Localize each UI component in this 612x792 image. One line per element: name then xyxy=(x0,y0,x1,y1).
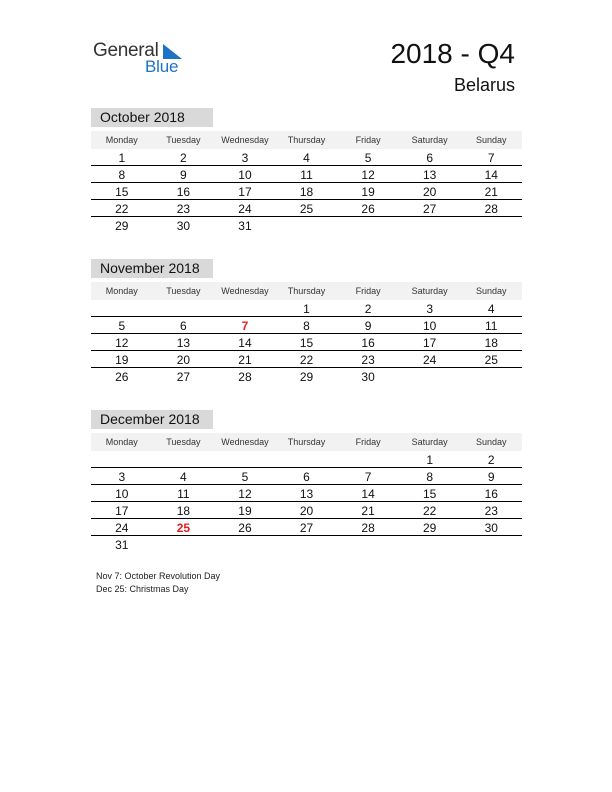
holiday-notes xyxy=(96,570,220,596)
weekday-label: Friday xyxy=(355,286,381,296)
day-cell: 23 xyxy=(361,353,375,367)
day-cell: 23 xyxy=(176,202,191,216)
weekday-label: Monday xyxy=(105,135,138,145)
day-cell: 17 xyxy=(115,504,129,518)
week-row xyxy=(91,334,522,351)
day-cell: 11 xyxy=(300,168,313,182)
weekday-label: Saturday xyxy=(411,286,448,296)
week-row xyxy=(91,485,522,502)
weekday-label: Tuesday xyxy=(166,286,201,296)
month-weeks xyxy=(91,149,522,233)
day-cell: 17 xyxy=(238,185,252,199)
day-cell: 14 xyxy=(484,168,498,182)
day-cell: 14 xyxy=(361,487,375,501)
country-name: Belarus xyxy=(453,75,515,95)
day-cell: 15 xyxy=(423,487,437,501)
day-cell: 12 xyxy=(238,487,252,501)
day-cell: 13 xyxy=(423,168,437,182)
day-cell: 6 xyxy=(426,151,434,165)
day-cell xyxy=(91,451,153,467)
day-cell: 2 xyxy=(364,302,372,316)
day-cell: 9 xyxy=(180,168,187,182)
day-cell: 10 xyxy=(423,319,437,333)
day-cell: 22 xyxy=(423,504,437,518)
weekday-label: Monday xyxy=(105,286,138,296)
day-cell: 4 xyxy=(180,470,187,484)
day-cell: 24 xyxy=(238,202,252,216)
day-cell: 26 xyxy=(238,521,252,535)
day-cell: 8 xyxy=(118,168,126,182)
month-weeks xyxy=(91,300,522,384)
day-cell: 11 xyxy=(177,487,190,501)
day-cell: 30 xyxy=(361,370,375,384)
day-cell: 4 xyxy=(303,151,310,165)
day-cell: 6 xyxy=(180,319,187,333)
day-cell: 15 xyxy=(115,185,129,199)
day-cell: 16 xyxy=(361,336,375,350)
holiday-note: Nov 7: October Revolution Day xyxy=(96,571,221,581)
day-cell xyxy=(214,451,276,467)
day-cell: 12 xyxy=(115,336,129,350)
day-cell xyxy=(337,536,399,552)
day-cell: 21 xyxy=(238,353,252,367)
day-cell: 18 xyxy=(484,336,498,350)
day-cell: 5 xyxy=(241,470,249,484)
week-row xyxy=(91,536,522,552)
week-row xyxy=(91,300,522,317)
weekday-label: Monday xyxy=(105,437,138,447)
day-cell: 23 xyxy=(484,504,498,518)
weekday-label: Saturday xyxy=(411,135,448,145)
page-title: 2018 - Q4 xyxy=(390,38,515,69)
day-cell xyxy=(214,536,276,552)
weekday-label: Wednesday xyxy=(221,135,269,145)
day-cell: 12 xyxy=(361,168,375,182)
weekday-label: Tuesday xyxy=(166,135,201,145)
day-cell: 5 xyxy=(364,151,372,165)
day-cell: 11 xyxy=(485,319,498,333)
day-cell: 5 xyxy=(118,319,126,333)
day-cell: 19 xyxy=(361,185,375,199)
day-cell: 27 xyxy=(176,370,191,384)
day-cell: 29 xyxy=(423,521,437,535)
day-cell: 6 xyxy=(303,470,310,484)
day-cell: 28 xyxy=(361,521,375,535)
week-row xyxy=(91,351,522,368)
month-label: October 2018 xyxy=(91,108,213,127)
day-cell: 25 xyxy=(299,202,314,216)
holiday-note: Dec 25: Christmas Day xyxy=(96,584,189,594)
weekday-label: Thursday xyxy=(287,437,326,447)
day-cell: 22 xyxy=(299,353,314,367)
month-december xyxy=(91,410,522,552)
day-cell: 8 xyxy=(303,319,310,333)
week-row xyxy=(91,149,522,166)
day-cell: 16 xyxy=(484,487,498,501)
week-row xyxy=(91,502,522,519)
day-cell xyxy=(460,368,522,384)
day-cell: 21 xyxy=(361,504,375,518)
month-november xyxy=(91,259,522,384)
day-cell xyxy=(460,217,522,233)
week-row xyxy=(91,519,522,536)
day-cell: 28 xyxy=(484,202,498,216)
weekday-label: Thursday xyxy=(287,135,326,145)
week-row xyxy=(91,368,522,384)
day-cell xyxy=(337,217,399,233)
weekday-header xyxy=(91,282,522,300)
week-row xyxy=(91,217,522,233)
day-cell xyxy=(276,536,338,552)
day-cell: 27 xyxy=(299,521,314,535)
day-cell xyxy=(399,217,461,233)
weekday-label: Saturday xyxy=(411,437,448,447)
day-cell: 8 xyxy=(426,470,434,484)
month-label: December 2018 xyxy=(91,410,213,429)
week-row xyxy=(91,451,522,468)
day-cell: 7 xyxy=(241,319,249,333)
day-cell xyxy=(91,300,153,316)
day-cell: 18 xyxy=(176,504,191,518)
day-cell xyxy=(460,536,522,552)
day-cell: 1 xyxy=(303,302,310,316)
month-weeks xyxy=(91,451,522,552)
month-october xyxy=(91,108,522,233)
day-cell: 26 xyxy=(115,370,129,384)
weekday-label: Friday xyxy=(355,437,381,447)
day-cell: 7 xyxy=(364,470,372,484)
day-cell xyxy=(399,536,461,552)
week-row xyxy=(91,468,522,485)
day-cell xyxy=(276,217,338,233)
week-row xyxy=(91,166,522,183)
day-cell: 2 xyxy=(487,453,495,467)
month-label: November 2018 xyxy=(91,259,213,278)
day-cell: 13 xyxy=(176,336,191,350)
day-cell: 25 xyxy=(176,521,191,535)
day-cell: 24 xyxy=(115,521,129,535)
day-cell xyxy=(276,451,338,467)
day-cell: 22 xyxy=(115,202,129,216)
day-cell xyxy=(337,451,399,467)
day-cell: 16 xyxy=(176,185,191,199)
day-cell: 17 xyxy=(423,336,437,350)
day-cell: 20 xyxy=(423,185,437,199)
day-cell: 28 xyxy=(238,370,252,384)
weekday-label: Thursday xyxy=(287,286,326,296)
day-cell: 29 xyxy=(115,219,129,233)
weekday-header xyxy=(91,131,522,149)
day-cell xyxy=(153,536,215,552)
day-cell: 30 xyxy=(484,521,498,535)
weekday-label: Friday xyxy=(355,135,381,145)
day-cell: 19 xyxy=(115,353,129,367)
day-cell xyxy=(214,300,276,316)
day-cell: 10 xyxy=(238,168,252,182)
week-row xyxy=(91,183,522,200)
weekday-label: Sunday xyxy=(475,437,507,447)
weekday-label: Tuesday xyxy=(166,437,201,447)
day-cell: 29 xyxy=(299,370,314,384)
logo-word-general: General xyxy=(93,40,159,61)
day-cell: 21 xyxy=(484,185,498,199)
generalblue-logo xyxy=(93,40,193,80)
day-cell: 15 xyxy=(299,336,314,350)
day-cell: 31 xyxy=(238,219,252,233)
day-cell: 9 xyxy=(487,470,495,484)
day-cell: 3 xyxy=(426,302,434,316)
day-cell: 1 xyxy=(426,453,434,467)
day-cell: 25 xyxy=(484,353,498,367)
day-cell: 24 xyxy=(423,353,437,367)
day-cell xyxy=(153,300,215,316)
week-row xyxy=(91,317,522,334)
day-cell: 31 xyxy=(115,538,129,552)
day-cell: 10 xyxy=(115,487,129,501)
day-cell: 3 xyxy=(241,151,249,165)
day-cell: 27 xyxy=(423,202,437,216)
day-cell: 2 xyxy=(180,151,187,165)
weekday-label: Wednesday xyxy=(221,286,269,296)
day-cell: 20 xyxy=(299,504,314,518)
day-cell: 30 xyxy=(176,219,191,233)
weekday-label: Sunday xyxy=(475,286,507,296)
day-cell: 4 xyxy=(487,302,495,316)
day-cell: 13 xyxy=(299,487,314,501)
day-cell xyxy=(399,368,461,384)
day-cell: 3 xyxy=(118,470,126,484)
day-cell: 7 xyxy=(487,151,495,165)
day-cell xyxy=(153,451,215,467)
day-cell: 14 xyxy=(238,336,252,350)
day-cell: 18 xyxy=(299,185,314,199)
day-cell: 9 xyxy=(364,319,372,333)
day-cell: 19 xyxy=(238,504,252,518)
weekday-label: Wednesday xyxy=(221,437,269,447)
day-cell: 20 xyxy=(176,353,191,367)
weekday-header xyxy=(91,433,522,451)
logo-word-blue: Blue xyxy=(145,57,179,76)
weekday-label: Sunday xyxy=(475,135,507,145)
week-row xyxy=(91,200,522,217)
day-cell: 26 xyxy=(361,202,375,216)
day-cell: 1 xyxy=(118,151,126,165)
